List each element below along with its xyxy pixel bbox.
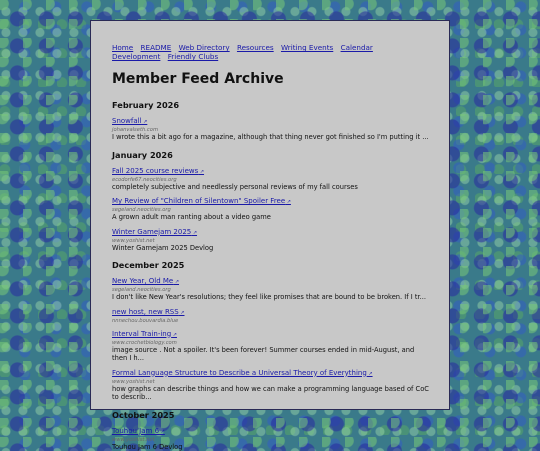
month-heading: October 2025 [112, 410, 429, 420]
feed-entry [112, 117, 429, 142]
feed-entry [112, 427, 429, 451]
nav-link-home[interactable]: Home [112, 43, 133, 52]
entry-summary: how graphs can describe things and how we can make a programming language based of CoC to describ... [112, 385, 429, 402]
feed-archive [112, 100, 429, 451]
entry-host: segeland.neocities.org [112, 287, 429, 293]
entry-title-link[interactable]: My Review of "Children of Silentown" Spoiler Free ↗ [112, 197, 429, 207]
nav-link-calendar[interactable]: Calendar [341, 43, 373, 52]
feed-entry [112, 228, 429, 253]
top-nav [112, 43, 429, 61]
entry-host: segeland.neocities.org [112, 207, 429, 213]
feed-entry [112, 369, 429, 402]
entry-title-link[interactable]: New Year, Old Me ↗ [112, 277, 429, 287]
entry-host: johanvalseth.com [112, 127, 429, 133]
feed-entry [112, 330, 429, 363]
entry-title-link[interactable]: Fall 2025 course reviews ↗ [112, 167, 429, 177]
content-panel [90, 20, 450, 410]
entry-title-link[interactable]: Formal Language Structure to Describe a Universal Theory of Everything ↗ [112, 369, 429, 379]
entry-host: nnnechou.bouvardia.blue [112, 318, 429, 324]
nav-link-development[interactable]: Development [112, 52, 160, 61]
month-section [112, 260, 429, 402]
entry-summary: image source . Not a spoiler. It's been forever! Summer courses ended in mid-August, and then I h... [112, 346, 429, 363]
entry-host: www.crochetbiology.com [112, 340, 429, 346]
entry-summary: completely subjective and needlessly personal reviews of my fall courses [112, 183, 429, 192]
feed-entry [112, 308, 429, 324]
entry-host: ecodorfe67.neocities.org [112, 177, 429, 183]
month-section [112, 410, 429, 451]
entry-host: www.yoshist.net [112, 379, 429, 385]
feed-entry [112, 197, 429, 222]
entry-title-link[interactable]: Interval Train-ing ↗ [112, 330, 429, 340]
feed-entry [112, 167, 429, 192]
entry-title-link[interactable]: Snowfall ↗ [112, 117, 429, 127]
nav-link-writing-events[interactable]: Writing Events [281, 43, 333, 52]
month-heading: February 2026 [112, 100, 429, 110]
month-section [112, 100, 429, 142]
entry-title-link[interactable]: Touhou Jam 6 ↗ [112, 427, 429, 437]
month-heading: January 2026 [112, 150, 429, 160]
month-heading: December 2025 [112, 260, 429, 270]
nav-link-readme[interactable]: README [141, 43, 172, 52]
entry-summary: Winter Gamejam 2025 Devlog [112, 244, 429, 253]
entry-summary: I don't like New Year's resolutions; they feel like promises that are bound to be broken. If I tr... [112, 293, 429, 302]
nav-link-resources[interactable]: Resources [237, 43, 274, 52]
entry-host: www.yoshist.net [112, 437, 429, 443]
feed-entry [112, 277, 429, 302]
entry-title-link[interactable]: Winter Gamejam 2025 ↗ [112, 228, 429, 238]
entry-summary: I wrote this a bit ago for a magazine, although that thing never got finished so I'm putting it ... [112, 133, 429, 142]
entry-summary: Touhou Jam 6 Devlog [112, 443, 429, 451]
entry-summary: A grown adult man ranting about a video game [112, 213, 429, 222]
nav-link-friendly-clubs[interactable]: Friendly Clubs [168, 52, 219, 61]
month-section [112, 150, 429, 253]
nav-link-web-directory[interactable]: Web Directory [179, 43, 230, 52]
entry-title-link[interactable]: new host, new RSS ↗ [112, 308, 429, 318]
page-title: Member Feed Archive [112, 71, 429, 87]
entry-host: www.yoshist.net [112, 238, 429, 244]
